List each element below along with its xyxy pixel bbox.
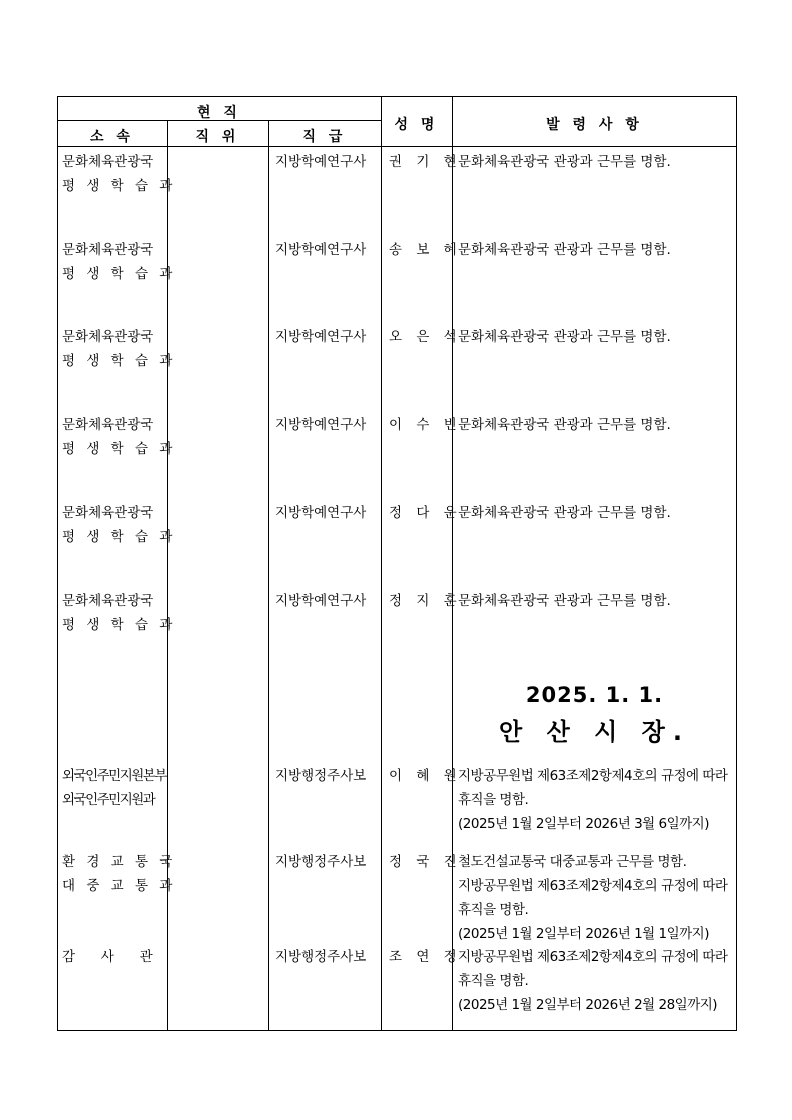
grade-cell: 지방학예연구사 bbox=[275, 154, 367, 170]
header-grade: 직 급 bbox=[302, 129, 347, 145]
col-divider bbox=[381, 96, 382, 1031]
affiliation-cell bbox=[62, 850, 176, 898]
dept-line: 환 경 교 통 국 bbox=[62, 854, 176, 870]
dept-line: 평 생 학 습 과 bbox=[62, 266, 176, 282]
dept-line: 문화체육관광국 bbox=[62, 329, 154, 345]
affiliation-cell bbox=[62, 501, 176, 549]
order-line: (2025년 1월 2일부터 2026년 3월 6일까지) bbox=[458, 816, 709, 832]
order-cell bbox=[458, 413, 671, 437]
dept-line: 평 생 학 습 과 bbox=[62, 178, 176, 194]
order-cell bbox=[458, 764, 727, 836]
order-line: (2025년 1월 2일부터 2026년 2월 28일까지) bbox=[458, 997, 718, 1013]
dept-line: 감 사 관 bbox=[62, 949, 153, 965]
order-line: 문화체육관광국 관광과 근무를 명함. bbox=[458, 329, 671, 345]
dept-line: 평 생 학 습 과 bbox=[62, 529, 176, 545]
affiliation-cell bbox=[62, 325, 176, 373]
grade-cell: 지방행정주사보 bbox=[275, 768, 367, 784]
order-line: 지방공무원법 제63조제2항제4호의 규정에 따라 bbox=[458, 949, 728, 965]
affiliation-cell bbox=[62, 413, 176, 461]
header-current: 현 직 bbox=[197, 105, 241, 121]
grade-cell: 지방학예연구사 bbox=[275, 329, 367, 345]
dept-line: 대 중 교 통 과 bbox=[62, 878, 176, 894]
name-cell: 오 은 석 bbox=[389, 329, 462, 345]
order-line: 지방공무원법 제63조제2항제4호의 규정에 따라 bbox=[458, 768, 728, 784]
name-cell: 정 국 진 bbox=[389, 854, 462, 870]
affiliation-cell bbox=[62, 764, 166, 812]
affiliation-cell bbox=[62, 945, 153, 969]
grade-cell: 지방학예연구사 bbox=[275, 242, 367, 258]
header-name: 성 명 bbox=[394, 117, 439, 133]
header-order: 발 령 사 항 bbox=[546, 117, 643, 133]
affiliation-cell bbox=[62, 238, 176, 286]
dept-line: 문화체육관광국 bbox=[62, 593, 154, 609]
order-line: 휴직을 명함. bbox=[458, 973, 529, 989]
name-cell: 송 보 혜 bbox=[389, 242, 462, 258]
grade-cell: 지방행정주사보 bbox=[275, 854, 367, 870]
issue-date: 2025. 1. 1. bbox=[525, 683, 664, 707]
issuer-title: 안 산 시 장. bbox=[499, 718, 690, 746]
order-cell bbox=[458, 150, 671, 174]
header-affiliation: 소 속 bbox=[90, 129, 134, 145]
col-divider bbox=[452, 96, 453, 1031]
order-line: 지방공무원법 제63조제2항제4호의 규정에 따라 bbox=[458, 878, 728, 894]
grade-cell: 지방학예연구사 bbox=[275, 593, 367, 609]
order-cell bbox=[458, 850, 727, 946]
dept-line: 외국인주민지원본부 bbox=[62, 768, 166, 784]
grade-cell: 지방행정주사보 bbox=[275, 949, 367, 965]
order-cell bbox=[458, 589, 671, 613]
grade-cell: 지방학예연구사 bbox=[275, 417, 367, 433]
order-line: 문화체육관광국 관광과 근무를 명함. bbox=[458, 593, 671, 609]
order-line: 문화체육관광국 관광과 근무를 명함. bbox=[458, 242, 671, 258]
header-bottom-line bbox=[57, 146, 737, 147]
dept-line: 평 생 학 습 과 bbox=[62, 441, 176, 457]
order-cell bbox=[458, 325, 671, 349]
dept-line: 문화체육관광국 bbox=[62, 417, 154, 433]
name-cell: 조 연 정 bbox=[389, 949, 462, 965]
name-cell: 정 다 운 bbox=[389, 505, 462, 521]
affiliation-cell bbox=[62, 589, 176, 637]
dept-line: 문화체육관광국 bbox=[62, 505, 154, 521]
order-line: (2025년 1월 2일부터 2026년 1월 1일까지) bbox=[458, 926, 709, 942]
dept-line: 평 생 학 습 과 bbox=[62, 353, 176, 369]
name-cell: 이 수 빈 bbox=[389, 417, 462, 433]
grade-cell: 지방학예연구사 bbox=[275, 505, 367, 521]
order-cell bbox=[458, 945, 727, 1017]
dept-line: 평 생 학 습 과 bbox=[62, 617, 176, 633]
dept-line: 문화체육관광국 bbox=[62, 242, 154, 258]
order-line: 철도건설교통국 대중교통과 근무를 명함. bbox=[458, 854, 687, 870]
order-cell bbox=[458, 238, 671, 262]
order-line: 휴직을 명함. bbox=[458, 792, 529, 808]
col-divider bbox=[268, 120, 269, 1031]
order-cell bbox=[458, 501, 671, 525]
dept-line: 문화체육관광국 bbox=[62, 154, 154, 170]
order-line: 문화체육관광국 관광과 근무를 명함. bbox=[458, 154, 671, 170]
name-cell: 권 기 현 bbox=[389, 154, 462, 170]
order-line: 문화체육관광국 관광과 근무를 명함. bbox=[458, 417, 671, 433]
name-cell: 이 혜 원 bbox=[389, 768, 462, 784]
order-line: 휴직을 명함. bbox=[458, 902, 529, 918]
name-cell: 정 지 훈 bbox=[389, 593, 462, 609]
order-line: 문화체육관광국 관광과 근무를 명함. bbox=[458, 505, 671, 521]
header-position: 직 위 bbox=[195, 129, 240, 145]
dept-line: 외국인주민지원과 bbox=[62, 792, 155, 808]
affiliation-cell bbox=[62, 150, 176, 198]
